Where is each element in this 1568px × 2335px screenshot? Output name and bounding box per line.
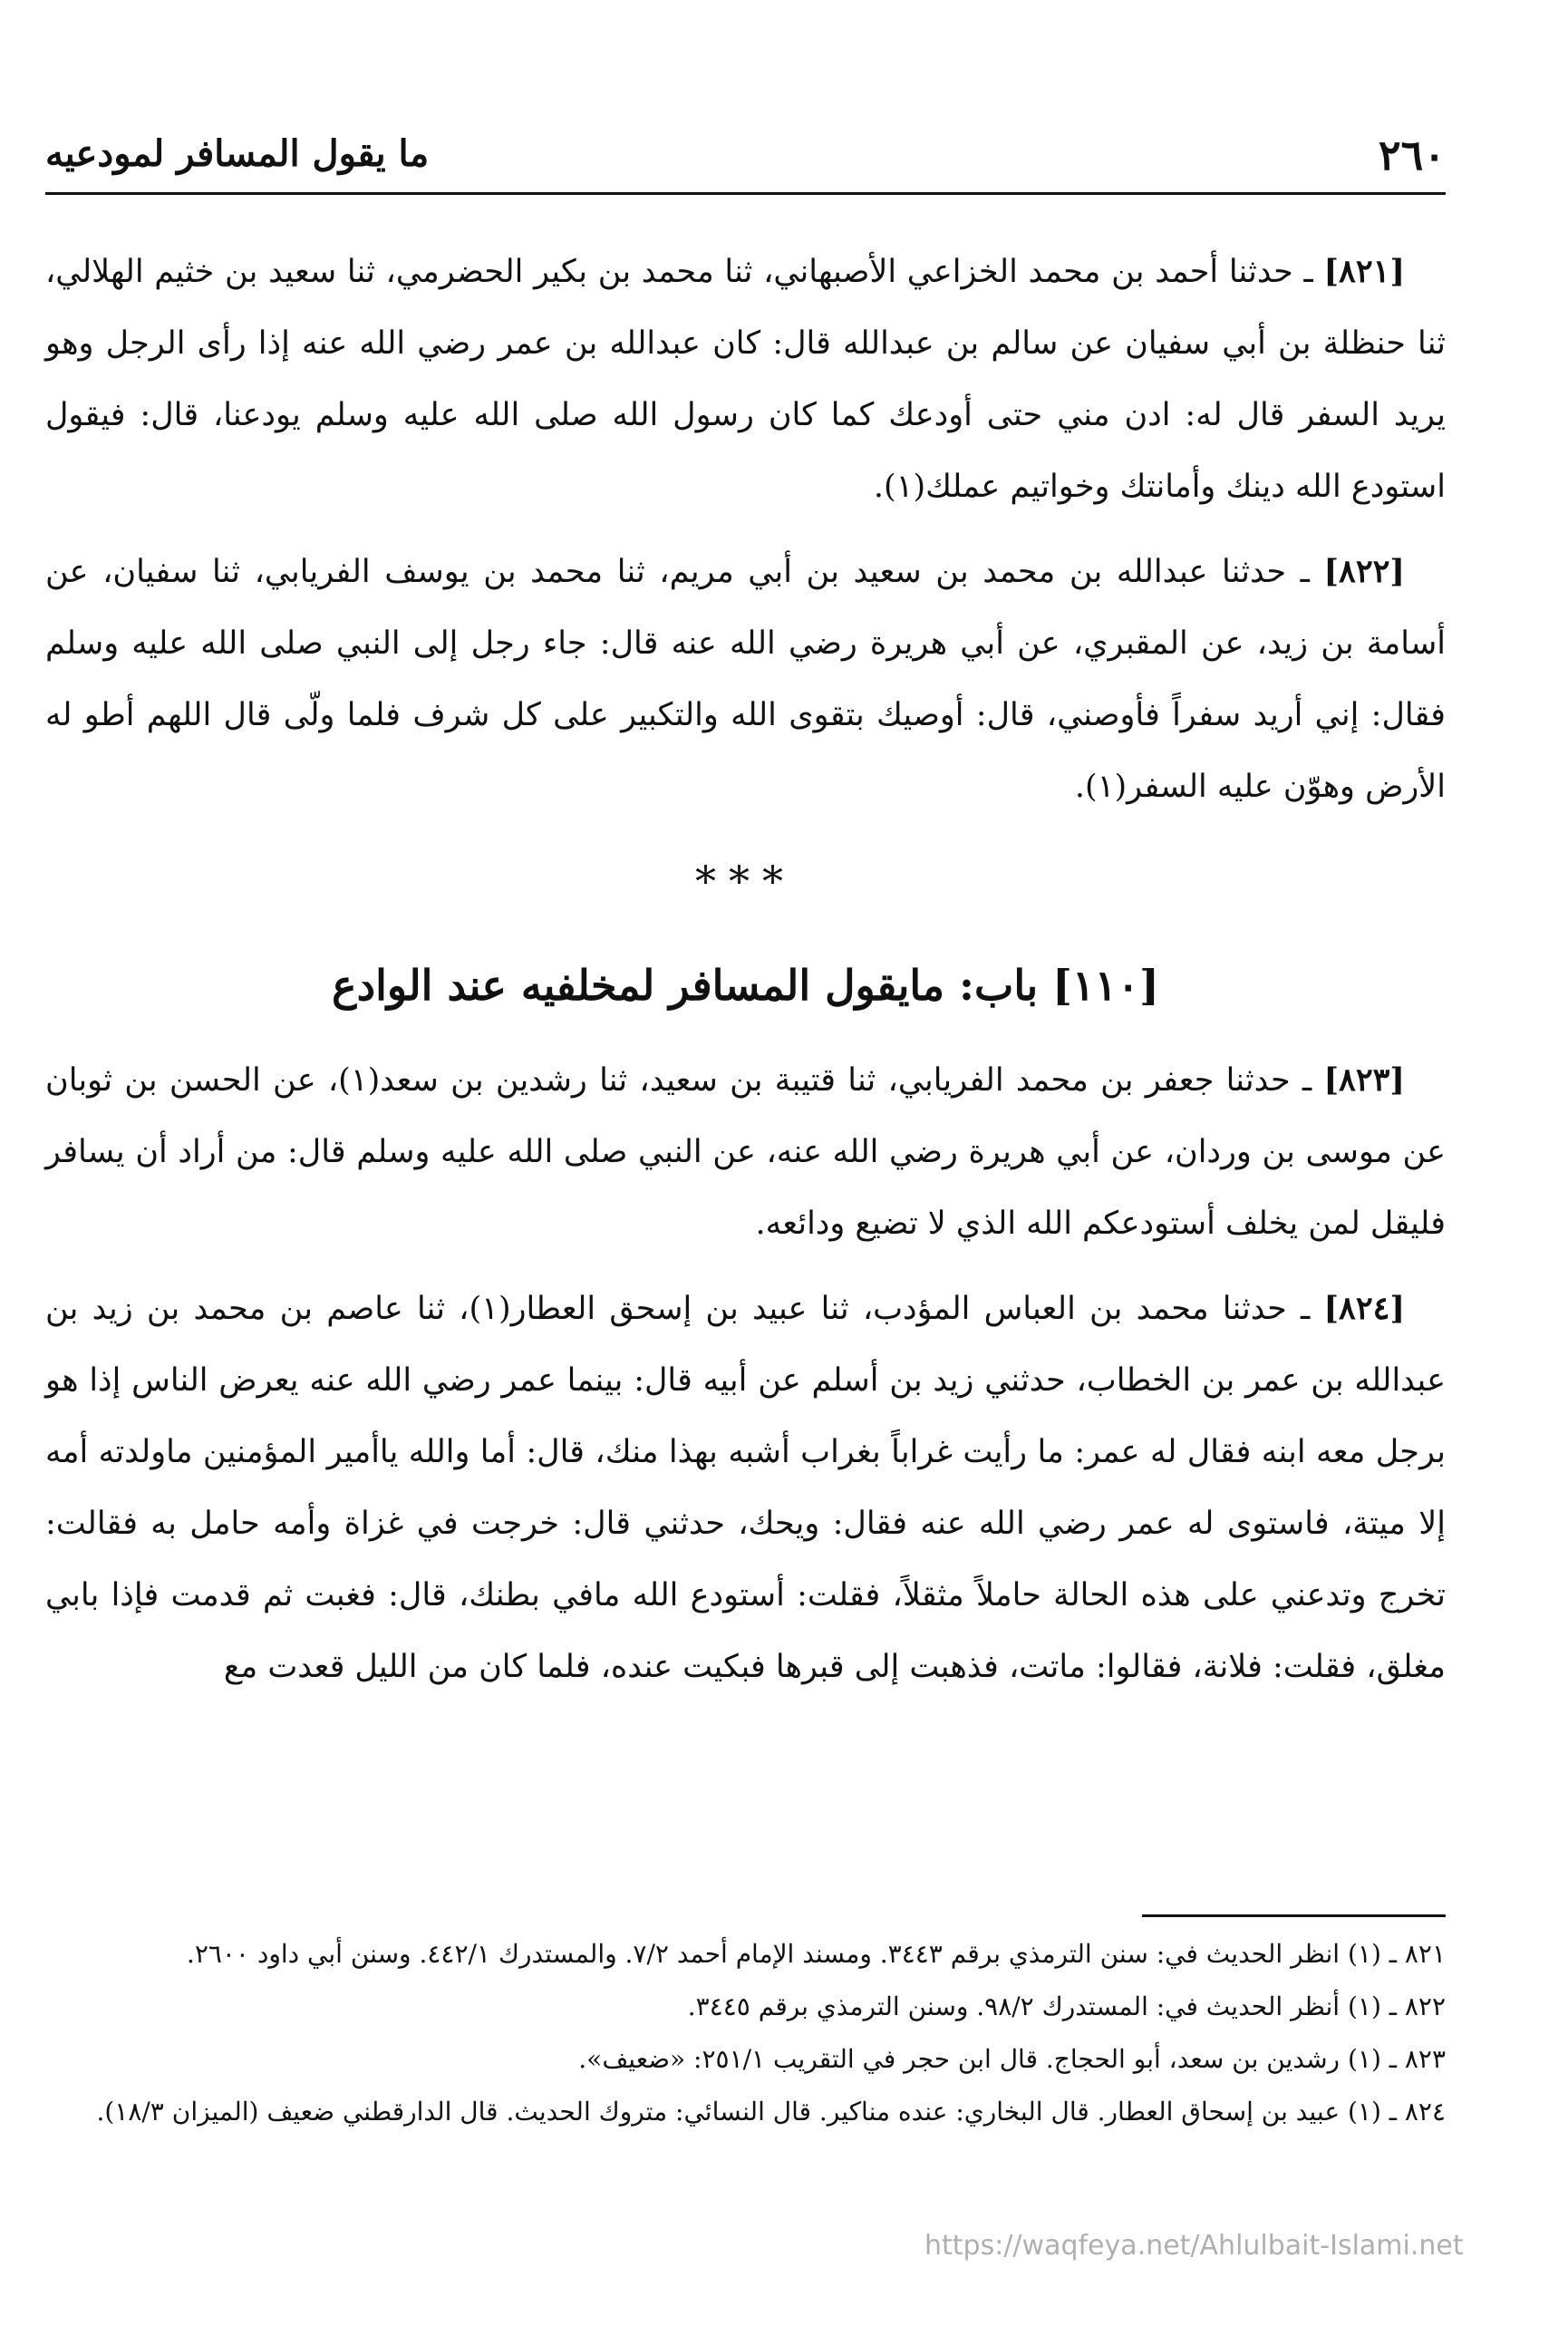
hadith-821: [45, 236, 1446, 523]
hadith-824: [45, 1273, 1446, 1703]
hadith-822: [45, 536, 1446, 823]
footnote-divider: [1142, 1914, 1446, 1917]
header-divider: [45, 192, 1446, 195]
footnote-823: ٨٢٣ ـ (١) رشدين بن سعد، أبو الحجاج. قال ابن حجر في التقريب ٢٥١/١: «ضعيف».: [578, 2044, 1446, 2074]
hadith-number: [٨٢٢]: [1323, 553, 1405, 590]
page-number: ٢٦٠: [1378, 131, 1446, 179]
footnote-824: ٨٢٤ ـ (١) عبيد بن إسحاق العطار. قال البخاري: عنده مناكير. قال النسائي: متروك الحديث. قال الدارقطني ضعيف (الميزان ١٨/٣).: [96, 2097, 1446, 2127]
hadith-number: [٨٢٣]: [1323, 1061, 1405, 1099]
hadith-number: [٨٢١]: [1323, 253, 1405, 290]
hadith-823: [45, 1044, 1446, 1260]
hadith-text: ـ حدثنا جعفر بن محمد الفريابي، ثنا قتيبة بن سعيد، ثنا رشدين بن سعد(١)، عن الحسن بن ثوبان عن موسى بن وردان، عن أبي هريرة رضي الله عنه، عن النبي صلى الله عليه وسلم قال: من أراد أن يسافر فليقل لمن يخلف أستودعكم الله الذي لا تضيع ودائعه.: [45, 1062, 1446, 1242]
running-title: ما يقول المسافر لمودعيه: [45, 132, 430, 175]
hadith-text: ـ حدثنا عبدالله بن محمد بن سعيد بن أبي مريم، ثنا محمد بن يوسف الفريابي، ثنا سفيان، عن أسامة بن زيد، عن المقبري، عن أبي هريرة رضي الله عنه قال: جاء رجل إلى النبي صلى الله عليه وسلم فقال: إني أريد سفراً فأوصني، قال: أوصيك بتقوى الله والتكبير على كل شرف فلما ولّى قال اللهم أطو له الأرض وهوّن عليه السفر(١).: [45, 554, 1446, 805]
page-header: [45, 127, 1446, 181]
footnotes: [45, 1931, 1446, 2141]
footnote-822: ٨٢٢ ـ (١) أنظر الحديث في: المستدرك ٩٨/٢. وسنن الترمذي برقم ٣٤٤٥.: [687, 1991, 1446, 2021]
watermark: https://waqfeya.net/Ahlulbait-Islami.net: [924, 2230, 1464, 2262]
hadith-text: ـ حدثنا محمد بن العباس المؤدب، ثنا عبيد بن إسحق العطار(١)، ثنا عاصم بن محمد بن زيد بن عبدالله بن عمر بن الخطاب، حدثني زيد بن أسلم عن أبيه قال: بينما عمر رضي الله عنه يعرض الناس إذا هو برجل معه ابنه فقال له عمر: ما رأيت غراباً بغراب أشبه بهذا منك، قال: أما والله ياأمير المؤمنين ماولدته أمه إلا ميتة، فاستوى له عمر رضي الله عنه فقال: ويحك، حدثني قال: خرجت في غزاة وأمه حامل به فقالت: تخرج وتدعني على هذه الحالة حاملاً مثقلاً، فقلت: أستودع الله مافي بطنك، قال: فغبت ثم قدمت فإذا بابي مغلق، فقلت: فلانة، فقالوا: ماتت، فذهبت إلى قبرها فبكيت عنده، فلما كان من الليل قعدت مع: [45, 1291, 1446, 1685]
hadith-text: ـ حدثنا أحمد بن محمد الخزاعي الأصبهاني، ثنا محمد بن بكير الحضرمي، ثنا سعيد بن خثيم الهلالي، ثنا حنظلة بن أبي سفيان عن سالم بن عبدالله قال: كان عبدالله بن عمر رضي الله عنه إذا رأى الرجل وهو يريد السفر قال له: ادن مني حتى أودعك كما كان رسول الله صلى الله عليه وسلم يودعنا، قال: فيقول استودع الله دينك وأمانتك وخواتيم عملك(١).: [45, 254, 1446, 505]
hadith-number: [٨٢٤]: [1323, 1290, 1405, 1327]
main-text: [45, 236, 1446, 1716]
section-separator: ***: [695, 857, 796, 906]
chapter-title: [١١٠] باب: مايقول المسافر لمخلفيه عند الوادع: [332, 961, 1159, 1010]
footnote-821: ٨٢١ ـ (١) انظر الحديث في: سنن الترمذي برقم ٣٤٤٣. ومسند الإمام أحمد ٧/٢. والمستدرك ٤٤٢/١. وسنن أبي داود ٢٦٠٠.: [186, 1939, 1446, 1969]
